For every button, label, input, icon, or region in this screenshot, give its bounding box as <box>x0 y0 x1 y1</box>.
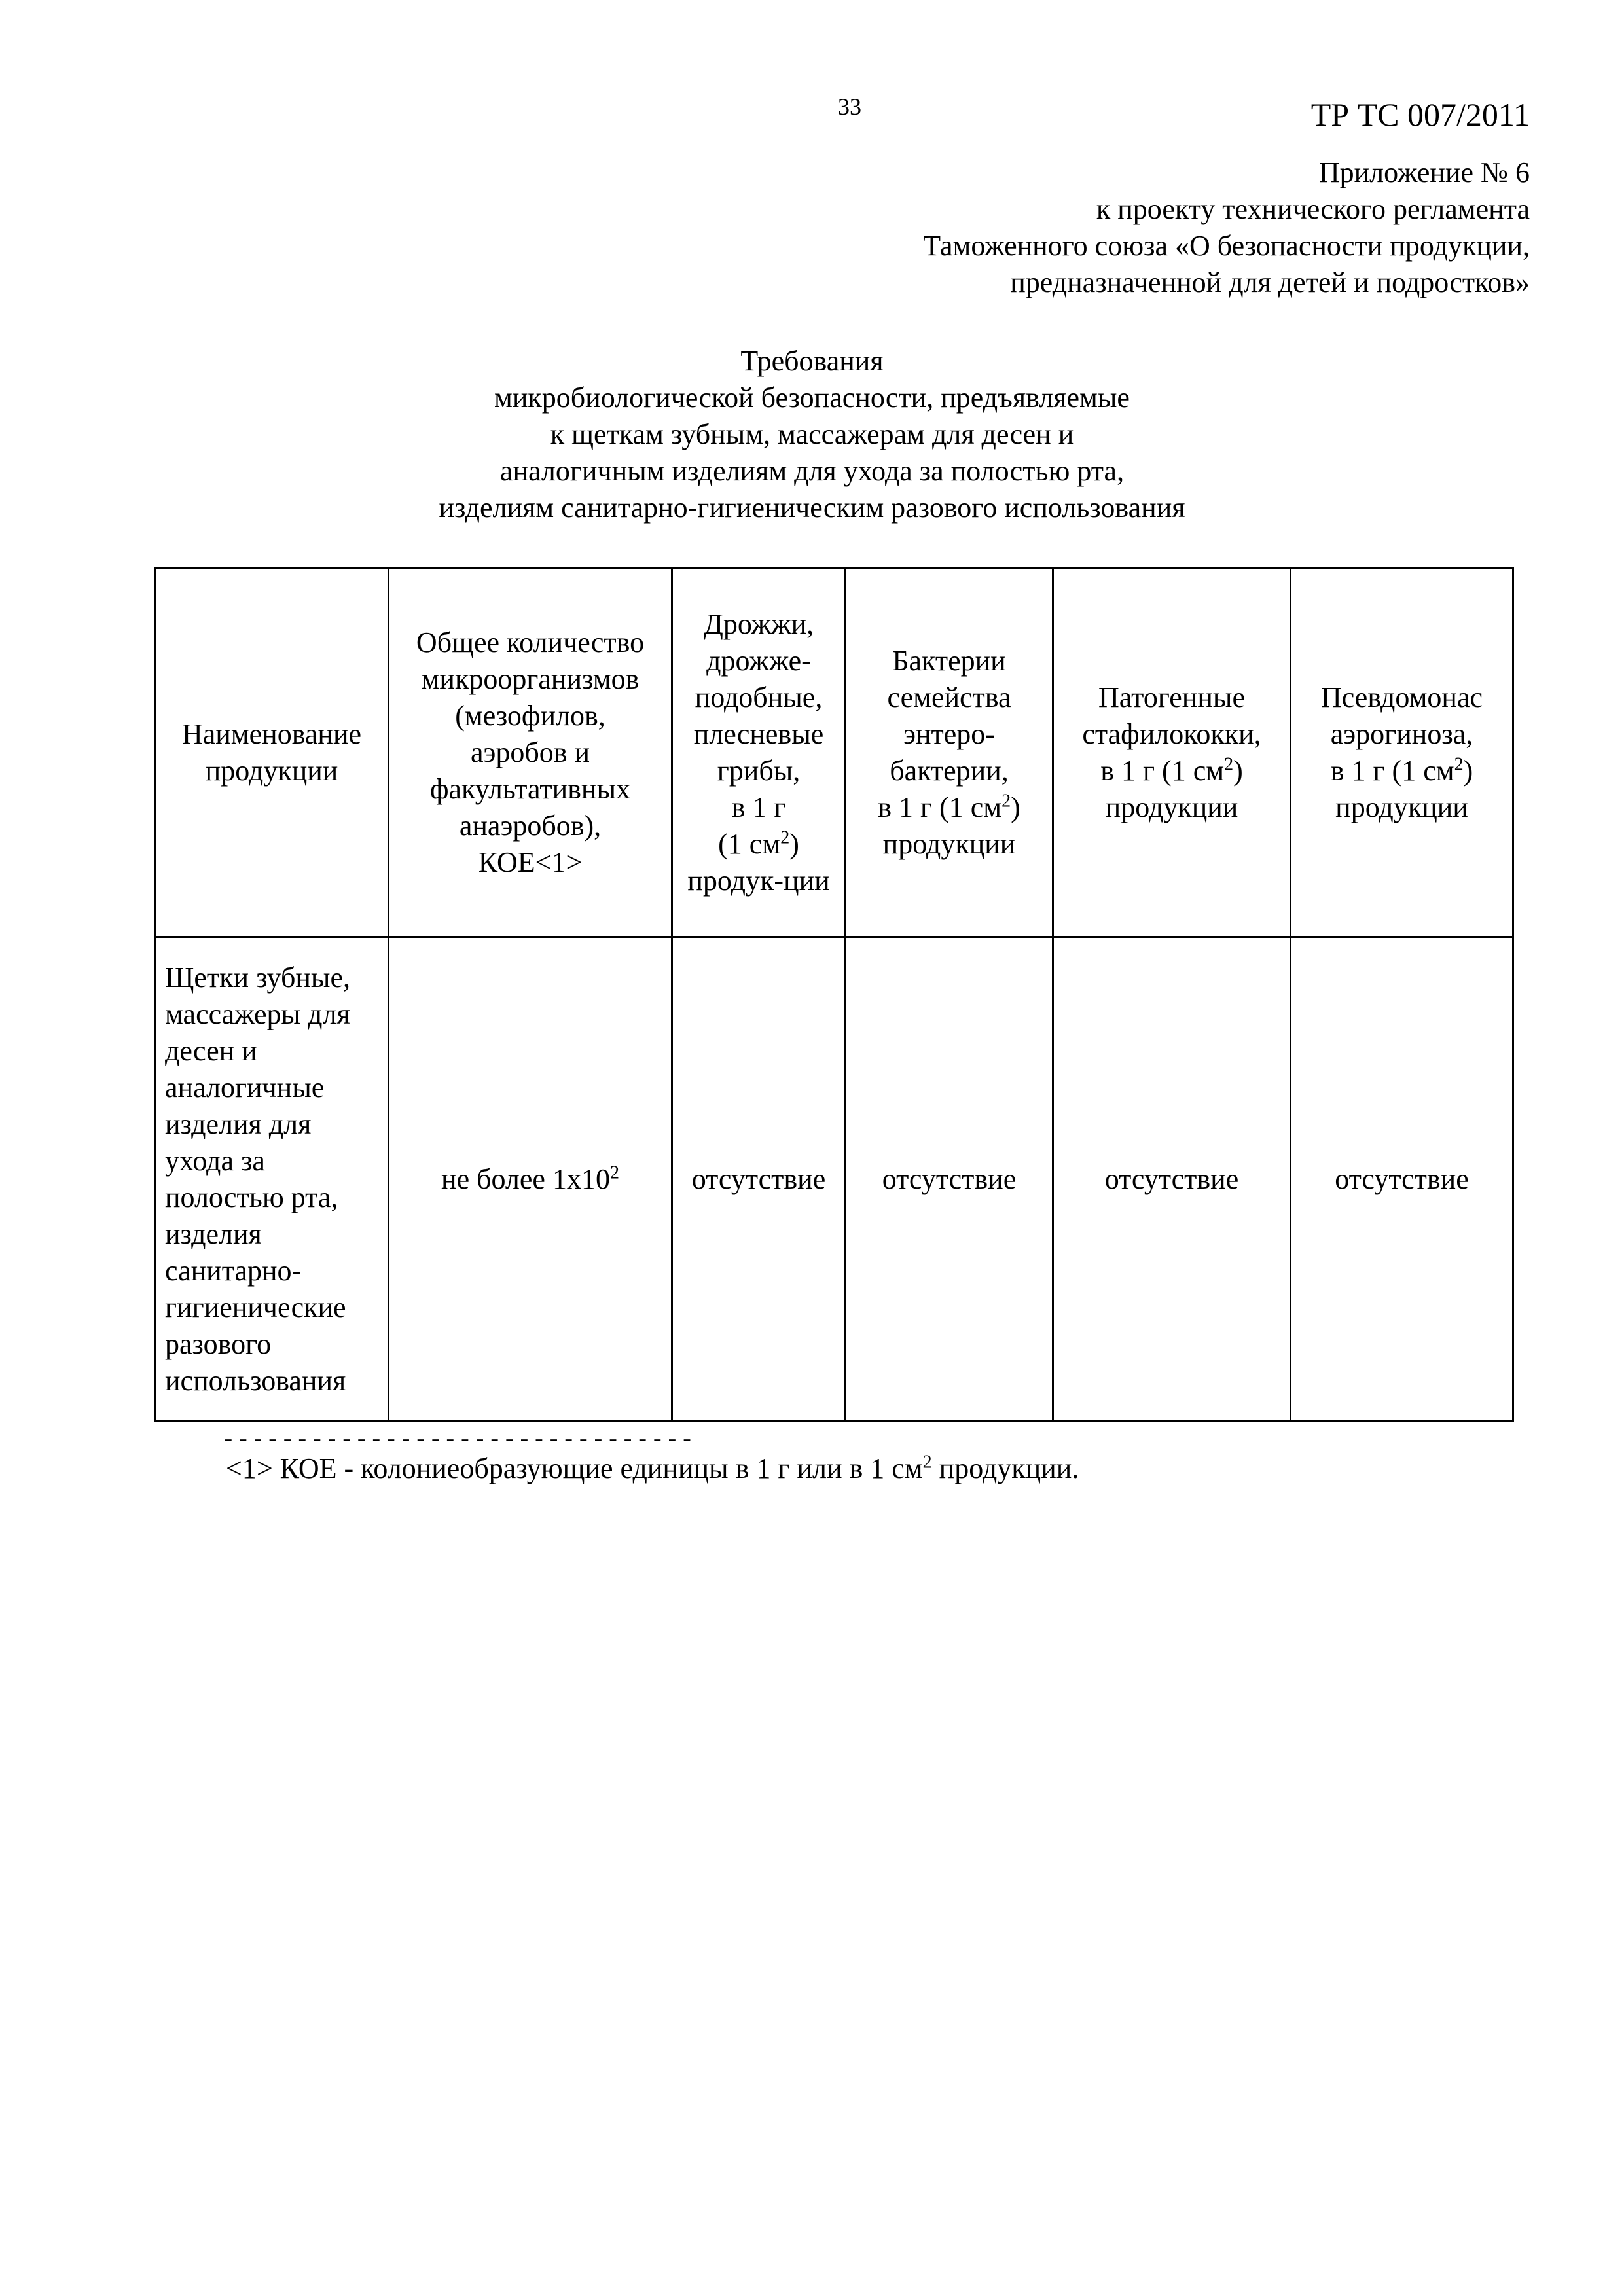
product-name-cell <box>155 937 389 1422</box>
product-name-line: ухода за <box>165 1144 265 1177</box>
header-text: бактерии, <box>890 754 1009 787</box>
header-text: Общее количество <box>416 626 645 658</box>
header-text-unit <box>850 789 1048 826</box>
product-name-line: изделия <box>165 1217 262 1250</box>
footnote-text-end: продукции. <box>931 1452 1079 1484</box>
appendix-line: Приложение № 6 <box>1318 156 1530 188</box>
header-text: микроорганизмов <box>421 662 640 695</box>
header-cell-total-count <box>389 568 672 937</box>
title-line: аналогичным изделиям для ухода за полостью рта, <box>499 455 1125 487</box>
unit-text: в 1 г (1 см <box>878 791 1002 823</box>
header-text: продукции <box>205 754 338 787</box>
unit-text: (1 см <box>718 827 781 860</box>
unit-close: ) <box>1463 754 1473 787</box>
header-text: семейства <box>887 681 1011 713</box>
header-text: дрожже- <box>706 644 811 677</box>
header-text: Патогенные <box>1098 681 1245 713</box>
header-text: продукции <box>882 827 1016 860</box>
pseudomonas-cell: отсутствие <box>1291 937 1513 1422</box>
product-name-line: Щетки зубные, <box>165 961 350 994</box>
header-cell-product-name <box>155 568 389 937</box>
header-text-unit <box>1058 753 1286 789</box>
document-code: ТР ТС 007/2011 <box>1310 96 1530 133</box>
header-text: энтеро- <box>903 717 995 750</box>
header-text: Наименование <box>181 717 362 750</box>
product-name-line: разового <box>165 1327 272 1360</box>
header-cell-yeast <box>672 568 846 937</box>
header-text: аэрогиноза, <box>1330 717 1473 750</box>
product-name-line: гигиенические <box>165 1291 346 1323</box>
header-cell-staphylococci <box>1053 568 1291 937</box>
header-text: подобные, <box>695 681 823 713</box>
product-name-line: массажеры для <box>165 997 350 1030</box>
product-name-line: полостью рта, <box>165 1181 338 1213</box>
header-text: продукции <box>1105 791 1238 823</box>
header-text: в 1 г <box>731 791 786 823</box>
staphylococci-cell: отсутствие <box>1053 937 1291 1422</box>
title-line: изделиям санитарно-гигиеническим разового использования <box>439 492 1185 524</box>
header-text: грибы, <box>717 754 801 787</box>
header-text: аэробов и <box>470 736 590 768</box>
appendix-line: предназначенной для детей и подростков» <box>1010 266 1530 298</box>
unit-text: в 1 г (1 см <box>1100 754 1225 787</box>
product-name-line: изделия для <box>165 1107 312 1140</box>
header-text: (мезофилов, <box>455 699 605 732</box>
document-title <box>0 343 1624 526</box>
header-text: КОЕ<1> <box>478 846 583 878</box>
footnote <box>226 1452 1079 1485</box>
unit-close: ) <box>1233 754 1243 787</box>
footnote-text: <1> КОЕ - колониеобразующие единицы в 1 г или в 1 см <box>226 1452 923 1484</box>
header-text: Псевдомонас <box>1320 681 1483 713</box>
header-text: Дрожжи, <box>703 607 814 640</box>
total-count-cell <box>389 937 672 1422</box>
superscript: 2 <box>609 1162 619 1183</box>
superscript: 2 <box>780 827 790 848</box>
footnote-separator: -------------------------------- <box>221 1427 695 1454</box>
product-name-line: использования <box>165 1364 346 1397</box>
title-line: микробиологической безопасности, предъявляемые <box>494 382 1130 414</box>
header-cell-enterobacteria <box>846 568 1053 937</box>
page-number: 33 <box>838 94 861 120</box>
table-row <box>155 937 1513 1422</box>
appendix-line: Таможенного союза «О безопасности продукции, <box>923 230 1530 262</box>
requirements-table <box>154 567 1514 1422</box>
total-count-value: не более 1х10 <box>441 1162 610 1195</box>
header-text: стафилококки, <box>1082 717 1261 750</box>
product-name-line: десен и <box>165 1034 257 1067</box>
superscript: 2 <box>1454 753 1464 774</box>
header-text-unit <box>1295 753 1508 789</box>
table-header-row <box>155 568 1513 937</box>
unit-close: ) <box>789 827 799 860</box>
unit-text: в 1 г (1 см <box>1330 754 1454 787</box>
header-text: Бактерии <box>892 644 1006 677</box>
yeast-cell: отсутствие <box>672 937 846 1422</box>
superscript: 2 <box>1224 753 1234 774</box>
appendix-line: к проекту технического регламента <box>1096 193 1530 225</box>
header-text: анаэробов), <box>459 809 602 842</box>
title-line: Требования <box>740 345 884 377</box>
header-text: плесневые <box>693 717 824 750</box>
superscript: 2 <box>1001 790 1011 811</box>
appendix-caption <box>923 154 1530 301</box>
header-cell-pseudomonas <box>1291 568 1513 937</box>
product-name-line: санитарно- <box>165 1254 302 1287</box>
header-text: продук-ции <box>687 864 830 897</box>
header-text: факультативных <box>429 772 631 805</box>
header-text-unit <box>677 826 840 863</box>
unit-close: ) <box>1011 791 1020 823</box>
superscript: 2 <box>922 1452 932 1473</box>
title-line: к щеткам зубным, массажерам для десен и <box>550 418 1074 450</box>
header-text: продукции <box>1335 791 1468 823</box>
enterobacteria-cell: отсутствие <box>846 937 1053 1422</box>
product-name-line: аналогичные <box>165 1071 325 1103</box>
